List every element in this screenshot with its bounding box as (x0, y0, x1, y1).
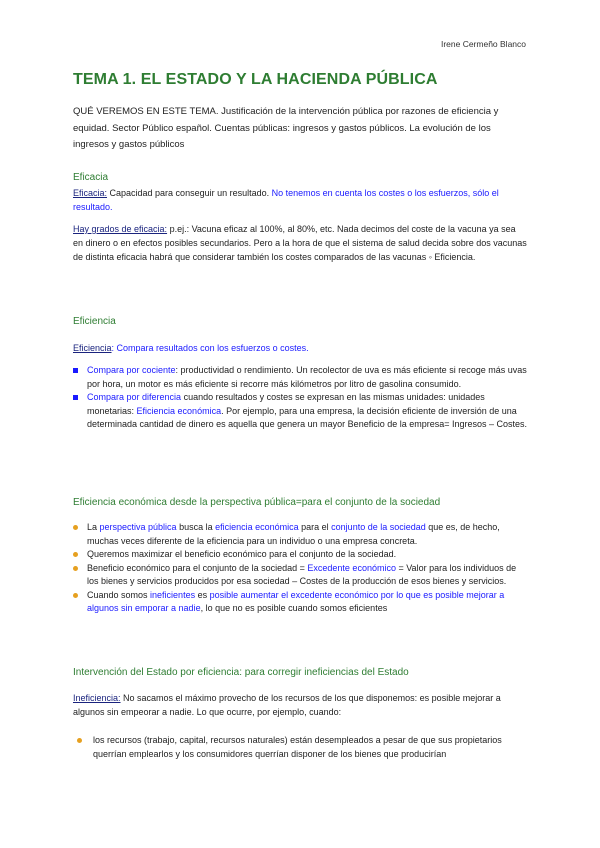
eficiencia-definition: Eficiencia: Compara resultados con los esfuerzos o costes. (73, 343, 309, 353)
heading-intervencion: Intervención del Estado por eficiencia: para corregir ineficiencias del Estado (73, 667, 409, 678)
list-item: La perspectiva pública busca la eficiencia económica para el conjunto de la sociedad que es, de hecho, muchas veces diferente de la eficiencia para un individuo o una empresa concreta. (73, 521, 528, 548)
list-item: Beneficio económico para el conjunto de la sociedad = Excedente económico = Valor para los individuos de los bienes y servicios producidos por esa sociedad – Costes de la producción de esos bienes y servicios. (73, 562, 528, 589)
term-eficacia: Eficacia: (73, 188, 108, 198)
list-item: Compara por diferencia cuando resultados y costes se expresan en las mismas unidades: unidades monetarias: Eficiencia económica. Por ejemplo, para una empresa, la decisión eficiente de inversión de una determinada cantidad de dinero es aquella que genera un mayor Beneficio de la empresa= Ingresos – Costes. (73, 391, 528, 432)
page-title: TEMA 1. EL ESTADO Y LA HACIENDA PÚBLICA (73, 71, 438, 88)
author-name: Irene Cermeño Blanco (440, 39, 526, 49)
ineficiencia-definition: Ineficiencia: No sacamos el máximo provecho de los recursos de los que disponemos: es posible mejorar a algunos sin empeorar a nadie. Lo que ocurre, por ejemplo, cuando: (73, 693, 501, 717)
term-eficiencia: Eficiencia (73, 343, 112, 353)
term-grados-eficacia: Hay grados de eficacia: (73, 224, 168, 234)
eficiencia-list (73, 364, 528, 432)
heading-eficiencia: Eficiencia (73, 316, 116, 327)
list-item: Cuando somos ineficientes es posible aumentar el excedente económico por lo que es posible mejorar a algunos sin emporar a nadie, lo que no es posible cuando somos eficientes (73, 589, 528, 616)
intro-paragraph: QUÉ VEREMOS EN ESTE TEMA. Justificación de la intervención pública por razones de eficiencia y equidad. Sector Público español. Cuentas públicas: ingresos y gastos públicos. La evolución de los ingresos y gastos públicos (73, 106, 499, 150)
list-item: los recursos (trabajo, capital, recursos naturales) están desempleados a pesar de que sus propietarios querrían emplearlos y los consumidores querrían disponer de los bienes que producirían (77, 734, 527, 761)
list-item: Queremos maximizar el beneficio económico para el conjunto de la sociedad. (73, 548, 528, 562)
eficiencia-economica-list (73, 521, 528, 616)
heading-eficacia: Eficacia (73, 172, 109, 183)
heading-eficiencia-economica: Eficiencia económica desde la perspectiva pública=para el conjunto de la sociedad (73, 497, 441, 508)
list-item: Compara por cociente: productividad o rendimiento. Un recolector de uva es más eficiente si recoge más uvas por hora, un motor es más eficiente si recorre más kilómetros por litro de gasolina consumido. (73, 364, 528, 391)
term-ineficiencia: Ineficiencia: (73, 693, 121, 703)
intervencion-list (77, 734, 527, 761)
eficacia-definition: Eficacia: Capacidad para conseguir un resultado. No tenemos en cuenta los costes o los esfuerzos, sólo el resultado. (73, 188, 499, 212)
eficacia-grados: Hay grados de eficacia: p.ej.: Vacuna eficaz al 100%, al 80%, etc. Nada decimos del coste de la vacuna ya sea en dinero o en efectos posibles secundarios. Pero a la hora de que el sistema de salud decida sobre dos vacunas de distinta eficacia habrá que considerar también los costes comparados de las vacunas ◦ Eficiencia. (73, 224, 527, 262)
eficacia-note: No tenemos en cuenta los costes o los esfuerzos, sólo el resultado. (73, 188, 499, 212)
